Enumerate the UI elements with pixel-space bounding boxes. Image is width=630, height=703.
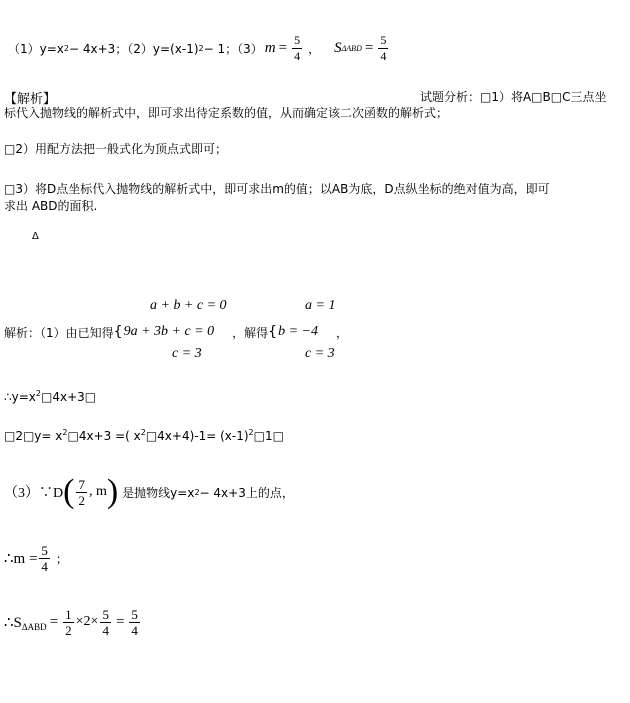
answer-part2-rest: − 1；（3） bbox=[203, 41, 263, 56]
s-subscript: ΔABD bbox=[21, 622, 47, 632]
denominator: 2 bbox=[65, 622, 72, 638]
system1-row3: c = 3 bbox=[172, 346, 202, 361]
numerator: 5 bbox=[380, 32, 387, 47]
system2-row2: b = −4 bbox=[278, 324, 318, 339]
s-subscript: ΔABD bbox=[341, 43, 362, 53]
analysis-intro: 试题分析：□1）将A□B□C三点坐 bbox=[420, 90, 607, 104]
times: ×2× bbox=[75, 614, 99, 629]
triangle-symbol: Δ bbox=[32, 231, 39, 242]
exp: 2 bbox=[35, 389, 41, 398]
fraction-half bbox=[63, 607, 74, 638]
numerator: 5 bbox=[41, 542, 48, 558]
d-x-fraction bbox=[76, 477, 87, 508]
equals: = bbox=[364, 39, 374, 56]
solution-lead: 解析：（1）由已知得 bbox=[4, 325, 114, 340]
fraction-five-quarters bbox=[100, 607, 111, 638]
exp: 2 bbox=[194, 487, 200, 497]
denominator: 4 bbox=[102, 622, 109, 638]
part2-b: □4x+3 =( x bbox=[67, 429, 141, 443]
part2-d: □1□ bbox=[253, 429, 284, 443]
part2-line bbox=[4, 428, 284, 443]
exp: 2 bbox=[198, 43, 204, 53]
m-lead: ∴m = bbox=[4, 550, 38, 567]
right-paren: ) bbox=[106, 473, 119, 510]
part2-a: □2□y= x bbox=[4, 429, 63, 443]
system1-row2: 9a + 3b + c = 0 bbox=[123, 324, 215, 339]
fraction-result bbox=[129, 607, 140, 638]
s-fraction bbox=[378, 33, 388, 64]
solution-part1 bbox=[4, 322, 348, 342]
part3-line bbox=[4, 470, 294, 514]
result-text: ∴y=x bbox=[4, 390, 36, 404]
brace: { bbox=[113, 324, 123, 340]
m-result bbox=[4, 538, 68, 578]
denominator: 4 bbox=[41, 558, 48, 574]
answer-part1: （1）y=x bbox=[8, 41, 64, 56]
brace: { bbox=[268, 324, 278, 340]
exp: 2 bbox=[62, 428, 68, 437]
denominator: 2 bbox=[78, 492, 85, 508]
exp: 2 bbox=[63, 43, 69, 53]
numerator: 5 bbox=[102, 606, 109, 622]
semicolon: ； bbox=[55, 551, 68, 566]
denominator: 4 bbox=[380, 48, 387, 63]
system2-row3: c = 3 bbox=[305, 346, 335, 361]
analysis-label: 【解析】 bbox=[4, 92, 57, 107]
system1-row1: a + b + c = 0 bbox=[150, 298, 227, 313]
answer-part1-rest: − 4x+3；（2）y=(x-1) bbox=[69, 41, 199, 56]
exp: 2 bbox=[248, 428, 254, 437]
numerator: 5 bbox=[131, 606, 138, 622]
d-m: , m bbox=[88, 484, 107, 499]
equals: = bbox=[115, 613, 125, 630]
denominator: 4 bbox=[294, 48, 301, 63]
denominator: 4 bbox=[131, 622, 138, 638]
m-variable: m bbox=[264, 39, 276, 56]
solve-text: ，解得 bbox=[232, 325, 269, 340]
exp: 2 bbox=[140, 428, 146, 437]
m-fraction bbox=[39, 543, 50, 574]
comma: ， bbox=[335, 325, 348, 340]
analysis-line: □2）用配方法把一般式化为顶点式即可； bbox=[4, 142, 227, 156]
left-paren: ( bbox=[63, 473, 75, 510]
m-fraction bbox=[292, 33, 302, 64]
analysis-line: 标代入抛物线的解析式中，即可求出待定系数的值，从而确定该二次函数的解析式； bbox=[4, 106, 449, 120]
equals: = bbox=[49, 613, 59, 630]
result-rest: □4x+3□ bbox=[41, 390, 97, 404]
equals: = bbox=[278, 39, 288, 56]
part2-c: □4x+4)-1= (x-1) bbox=[145, 429, 249, 443]
numerator: 7 bbox=[78, 476, 85, 492]
system2-row1: a = 1 bbox=[305, 298, 336, 313]
analysis-line: □3）将D点坐标代入抛物线的解析式中，即可求出m的值；以AB为底，D点纵坐标的绝对值为高，即可 bbox=[4, 182, 550, 196]
numerator: 5 bbox=[294, 32, 301, 47]
numerator: 1 bbox=[65, 606, 72, 622]
analysis-line: 求出 ABD的面积. bbox=[4, 199, 98, 213]
answer-line bbox=[8, 28, 390, 68]
part3-tail: 是抛物线y=x bbox=[122, 485, 195, 500]
comma: ， bbox=[308, 41, 321, 56]
area-result bbox=[4, 602, 142, 642]
s-lead: ∴S bbox=[4, 614, 22, 631]
part3-lead: （3）∵D bbox=[4, 486, 64, 501]
part3-end: − 4x+3上的点， bbox=[199, 485, 294, 500]
result-line bbox=[4, 389, 96, 404]
s-variable: S bbox=[334, 39, 342, 56]
